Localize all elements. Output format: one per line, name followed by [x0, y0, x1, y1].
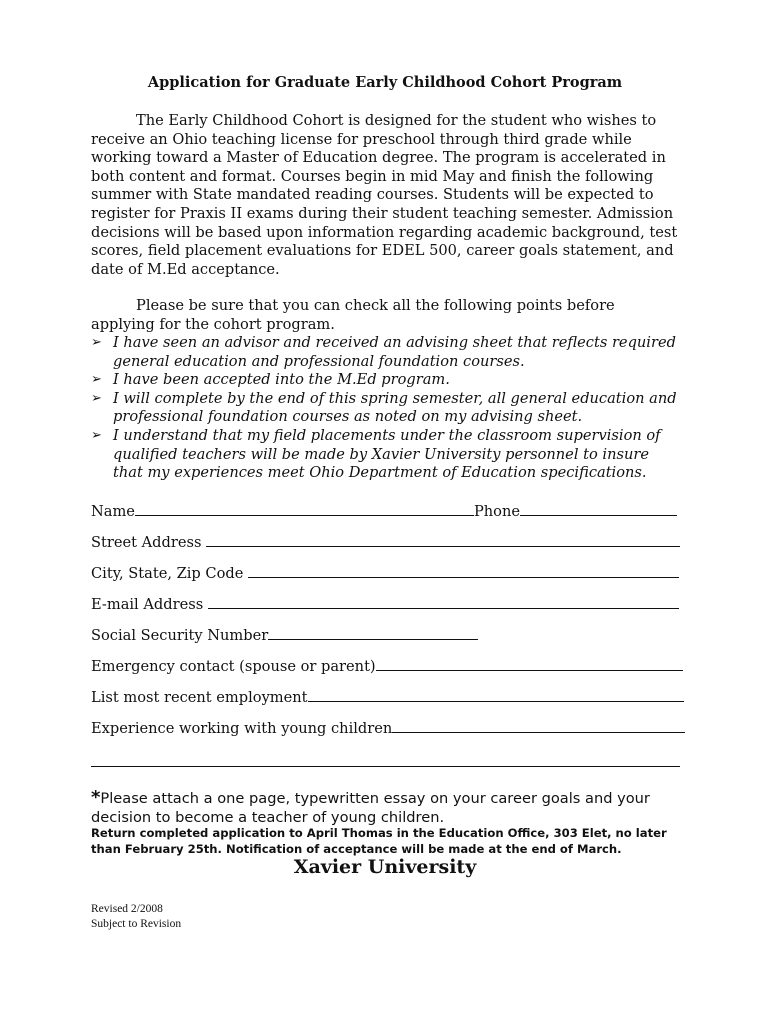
- arrow-bullet-icon: ➢: [91, 390, 102, 406]
- return-instructions: Return completed application to April Thomas in the Education Office, 303 Elet, no later than February 25th. Notification of acceptance will be made at the end of March.: [91, 826, 667, 856]
- city-state-zip-field[interactable]: [248, 564, 679, 578]
- arrow-bullet-icon: ➢: [91, 335, 102, 350]
- checklist-intro: [91, 297, 681, 334]
- city-state-zip-label: City, State, Zip Code: [91, 565, 244, 582]
- name-phone-row: [91, 502, 677, 521]
- checklist-item-text: I understand that my field placements under the classroom supervision of qualified teachers will be made by Xavier University personnel to insure that my experiences meet Ohio Department of Education specifications.: [113, 426, 661, 482]
- email-label: E-mail Address: [91, 596, 204, 613]
- emergency-contact-label: Emergency contact (spouse or parent): [91, 658, 376, 675]
- checklist: [91, 334, 681, 483]
- checklist-item-placements: [91, 427, 681, 483]
- checklist-intro-text: Please be sure that you can check all the following points before applying for the cohort program.: [91, 297, 615, 333]
- arrow-bullet-icon: ➢: [91, 427, 102, 443]
- employment-field[interactable]: [308, 688, 684, 702]
- name-label: Name: [91, 503, 135, 520]
- checklist-item-advisor: [91, 334, 681, 371]
- revision-note: Subject to Revision: [91, 918, 182, 930]
- street-address-field[interactable]: [206, 533, 680, 547]
- phone-field[interactable]: [520, 502, 677, 516]
- experience-label: Experience working with young children: [91, 720, 393, 737]
- essay-instruction: [91, 788, 681, 827]
- checklist-item-text: I have seen an advisor and received an advising sheet that reflects required general education and professional foundation courses.: [113, 334, 676, 370]
- email-row: [91, 595, 679, 614]
- program-description: [91, 112, 681, 279]
- emergency-contact-row: [91, 657, 683, 676]
- experience-field[interactable]: [392, 719, 685, 733]
- city-state-zip-row: [91, 564, 679, 583]
- email-field[interactable]: [208, 595, 679, 609]
- university-name: Xavier University: [293, 856, 477, 878]
- street-address-row: [91, 533, 680, 552]
- employment-row: [91, 688, 684, 707]
- emergency-contact-field[interactable]: [376, 657, 683, 671]
- page-title: Application for Graduate Early Childhood Cohort Program: [147, 74, 623, 91]
- checklist-item-accepted: [91, 371, 681, 390]
- street-address-label: Street Address: [91, 534, 202, 551]
- phone-label: Phone: [473, 503, 520, 520]
- ssn-row: [91, 626, 478, 645]
- ssn-field[interactable]: [268, 626, 478, 640]
- ssn-label: Social Security Number: [91, 627, 269, 644]
- experience-continuation-field[interactable]: [91, 752, 680, 767]
- revision-date: Revised 2/2008: [91, 903, 163, 915]
- checklist-item-text: I have been accepted into the M.Ed program.: [113, 371, 450, 389]
- essay-instruction-text: Please attach a one page, typewritten essay on your career goals and your decision to become a teacher of young children.: [91, 790, 650, 826]
- employment-label: List most recent employment: [91, 689, 308, 706]
- program-description-text: The Early Childhood Cohort is designed for the student who wishes to receive an Ohio teaching license for preschool through third grade while working toward a Master of Education degree. The program is accelerated in both content and format. Courses begin in mid May and finish the following summer with State mandated reading courses. Students will be expected to register for Praxis II exams during their student teaching semester. Admission decisions will be based upon information regarding academic background, test scores, field placement evaluations for EDEL 500, career goals statement, and date of M.Ed acceptance.: [91, 112, 678, 278]
- checklist-item-courses: [91, 390, 681, 427]
- name-field[interactable]: [135, 502, 474, 516]
- checklist-item-text: I will complete by the end of this spring semester, all general education and professional foundation courses as noted on my advising sheet.: [113, 389, 677, 426]
- arrow-bullet-icon: ➢: [91, 372, 102, 388]
- experience-row: [91, 719, 685, 738]
- asterisk-icon: *: [91, 787, 101, 808]
